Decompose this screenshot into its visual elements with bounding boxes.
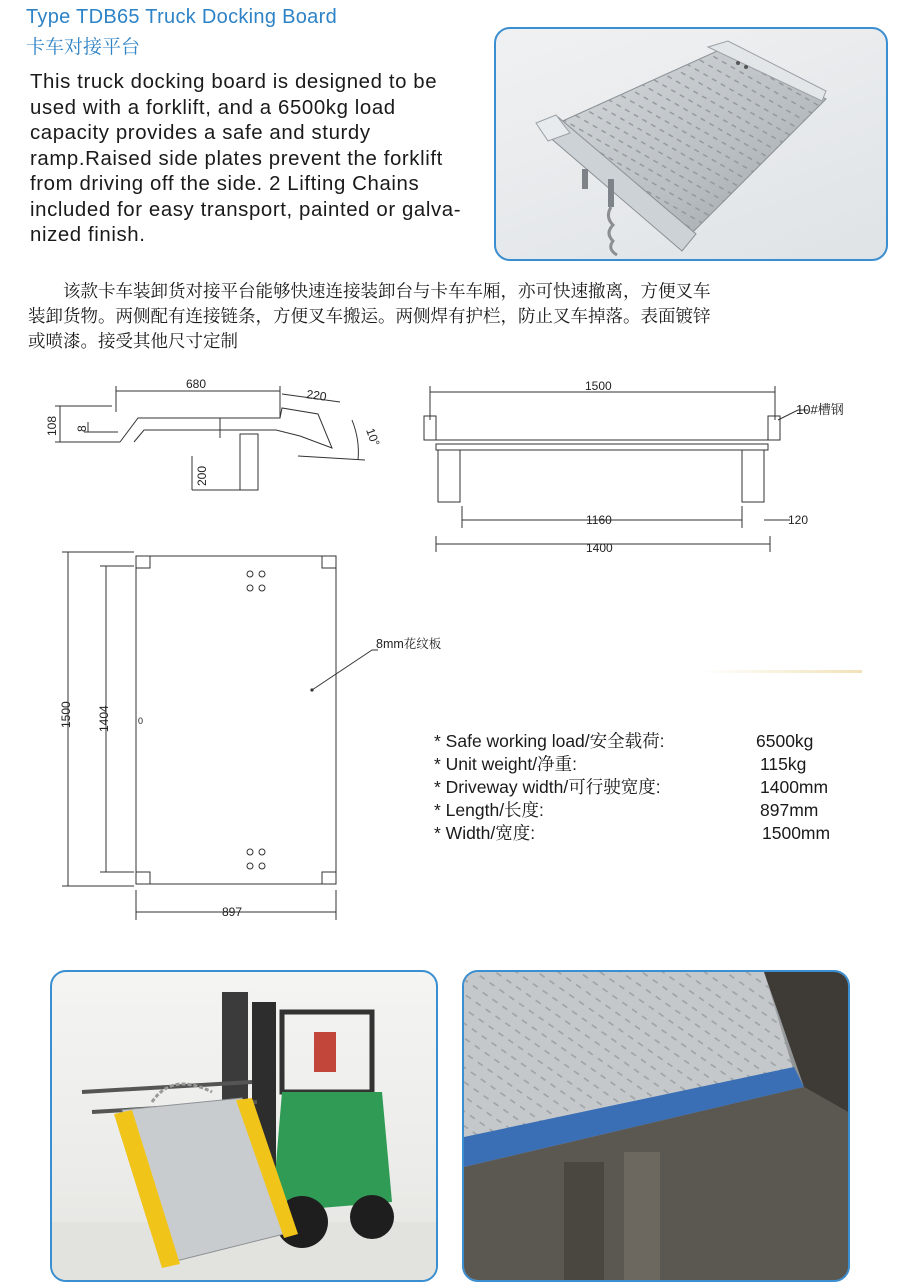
dim-inner-width: 1160 — [586, 513, 612, 527]
dim-offset: 120 — [788, 513, 809, 527]
channel-label: 10#槽钢 — [796, 402, 844, 417]
technical-drawing — [0, 360, 900, 960]
docking-board-illustration — [496, 29, 886, 259]
leader-dot — [310, 688, 313, 691]
title-chinese: 卡车对接平台 — [26, 36, 141, 58]
spec-value: 1500mm — [762, 823, 831, 843]
spec-row — [434, 753, 874, 776]
intro-en-line: used with a forklift, and a 6500kg load — [30, 96, 396, 119]
title-english: Type TDB65 Truck Docking Board — [26, 6, 337, 28]
product-photo-docking-board — [494, 27, 888, 261]
dim-leg: 200 — [195, 465, 209, 486]
spec-list — [434, 730, 874, 845]
dim-height: 108 — [45, 415, 59, 436]
dim-plate: 8 — [75, 425, 89, 432]
intro-en-line: This truck docking board is designed to be — [30, 71, 438, 93]
decorative-line — [700, 670, 862, 673]
spec-row — [434, 776, 874, 799]
dim-drive-width: 1400 — [586, 541, 613, 555]
spec-value: 115kg — [760, 754, 807, 774]
dim-plan-inner-height: 1404 — [97, 705, 111, 732]
intro-en-line: from driving off the side. 2 Lifting Chains — [30, 173, 420, 195]
plate-label: 8mm花纹板 — [376, 637, 442, 651]
intro-en-line: capacity provides a safe and sturdy — [30, 122, 371, 144]
spec-label: * Safe working load/安全载荷: — [434, 731, 665, 751]
installed-board-photo — [462, 970, 850, 1282]
spec-label: * Driveway width/可行驶宽度: — [434, 777, 661, 797]
plan-view — [62, 552, 378, 920]
forklift-illustration — [52, 972, 436, 1280]
dim-plan-width: 897 — [222, 905, 243, 919]
spec-row — [434, 730, 874, 753]
dim-plan-outer-height: 1500 — [59, 701, 73, 728]
forklift-photo — [50, 970, 438, 1282]
intro-cn-line: 或喷漆。接受其他尺寸定制 — [28, 332, 238, 352]
intro-cn-line: 该款卡车装卸货对接平台能够快速连接装卸台与卡车车厢，亦可快速撤离，方便叉车 — [28, 282, 711, 302]
spec-value: 6500kg — [756, 731, 814, 751]
spec-row — [434, 822, 874, 845]
spec-value: 1400mm — [760, 777, 829, 797]
dim-front-width: 1500 — [585, 379, 612, 393]
dim-lip-length: 220 — [305, 387, 328, 404]
spec-row — [434, 799, 874, 822]
spec-label: * Width/宽度: — [434, 823, 536, 843]
spec-value: 897mm — [760, 800, 819, 820]
intro-en-line: nized finish. — [30, 224, 146, 246]
spec-label: * Length/长度: — [434, 800, 544, 820]
spec-label: * Unit weight/净重: — [434, 754, 577, 774]
dim-angle: 10° — [363, 426, 383, 449]
dim-top-length: 680 — [186, 377, 207, 391]
installed-board-illustration — [464, 972, 848, 1280]
center-mark: 0 — [138, 716, 144, 726]
intro-english — [30, 70, 492, 249]
intro-en-line: included for easy transport, painted or galva- — [30, 198, 462, 221]
intro-en-line: ramp.Raised side plates prevent the forklift — [30, 147, 443, 170]
front-view — [424, 386, 808, 552]
intro-chinese — [28, 280, 888, 355]
intro-cn-line: 装卸货物。两侧配有连接链条，方便叉车搬运。两侧焊有护栏，防止叉车掉落。表面镀锌 — [28, 307, 711, 327]
